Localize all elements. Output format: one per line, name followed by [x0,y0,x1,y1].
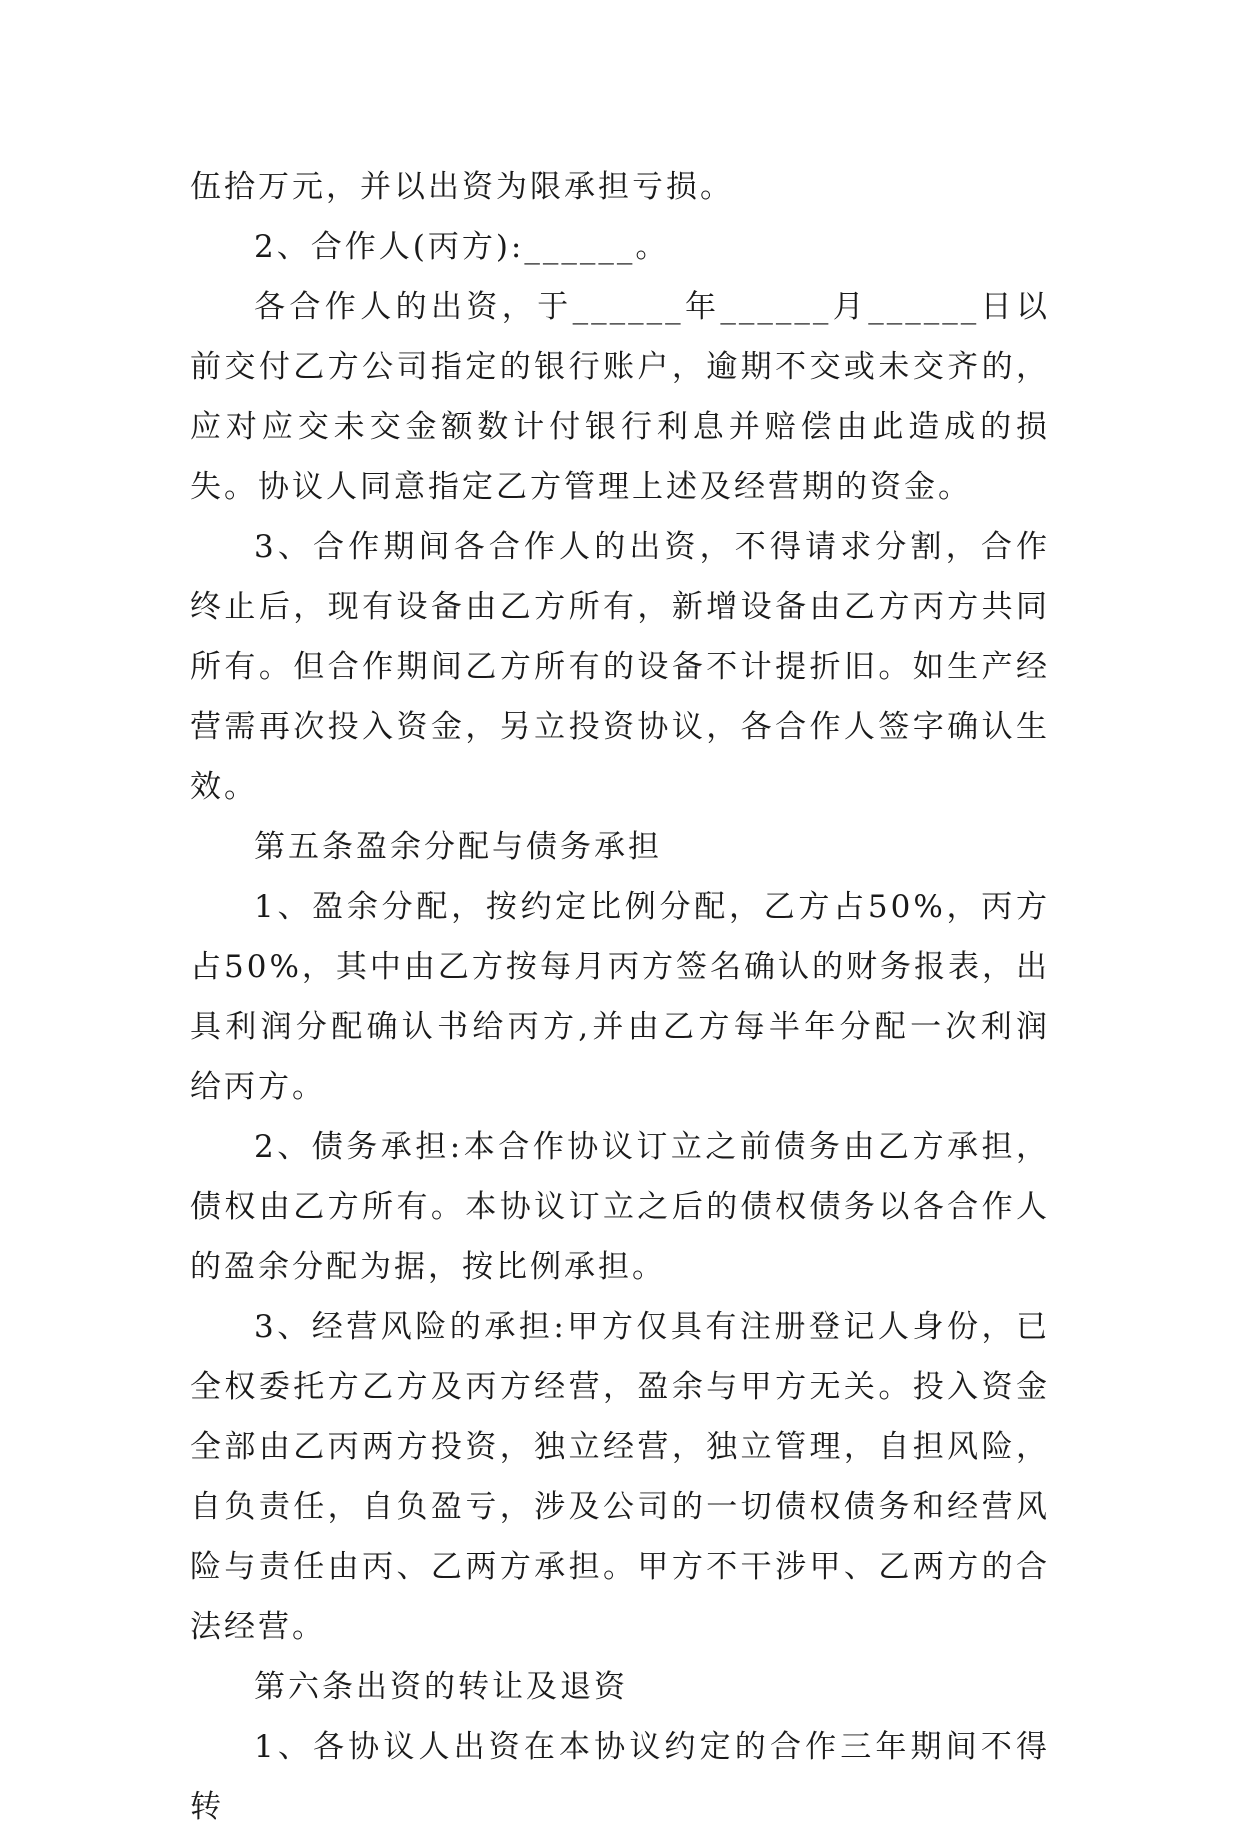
paragraph-debt-bearing: 2、债务承担:本合作协议订立之前债务由乙方承担，债权由乙方所有。本协议订立之后的债权债务以各合作人的盈余分配为据，按比例承担。 [190,1129,1050,1285]
paragraph-continuation: 伍拾万元，并以出资为限承担亏损。 [190,169,734,205]
document-body [190,157,1050,1837]
paragraph-transfer-restriction: 1、各协议人出资在本协议约定的合作三年期间不得转 [190,1729,1050,1825]
paragraph-contribution-deadline: 各合作人的出资，于______年______月______日以前交付乙方公司指定的银行账户，逾期不交或未交齐的，应对应交未交金额数计付银行利息并赔偿由此造成的损失。协议人同意指定乙方管理上述及经营期的资金。 [190,289,1050,505]
paragraph-partner-c: 2、合作人(丙方):______。 [254,229,670,265]
section-heading-article-5: 第五条盈余分配与债务承担 [254,829,662,865]
paragraph-profit-distribution: 1、盈余分配，按约定比例分配，乙方占50%，丙方占50%，其中由乙方按每月丙方签名确认的财务报表，出具利润分配确认书给丙方,并由乙方每半年分配一次利润给丙方。 [190,889,1050,1105]
paragraph-contribution-division: 3、合作期间各合作人的出资，不得请求分割，合作终止后，现有设备由乙方所有，新增设备由乙方丙方共同所有。但合作期间乙方所有的设备不计提折旧。如生产经营需再次投入资金，另立投资协议，各合作人签字确认生效。 [190,529,1050,805]
section-heading-article-6: 第六条出资的转让及退资 [254,1669,628,1705]
paragraph-operating-risk: 3、经营风险的承担:甲方仅具有注册登记人身份，已全权委托方乙方及丙方经营，盈余与甲方无关。投入资金全部由乙丙两方投资，独立经营，独立管理，自担风险，自负责任，自负盈亏，涉及公司的一切债权债务和经营风险与责任由丙、乙两方承担。甲方不干涉甲、乙两方的合法经营。 [190,1309,1050,1645]
